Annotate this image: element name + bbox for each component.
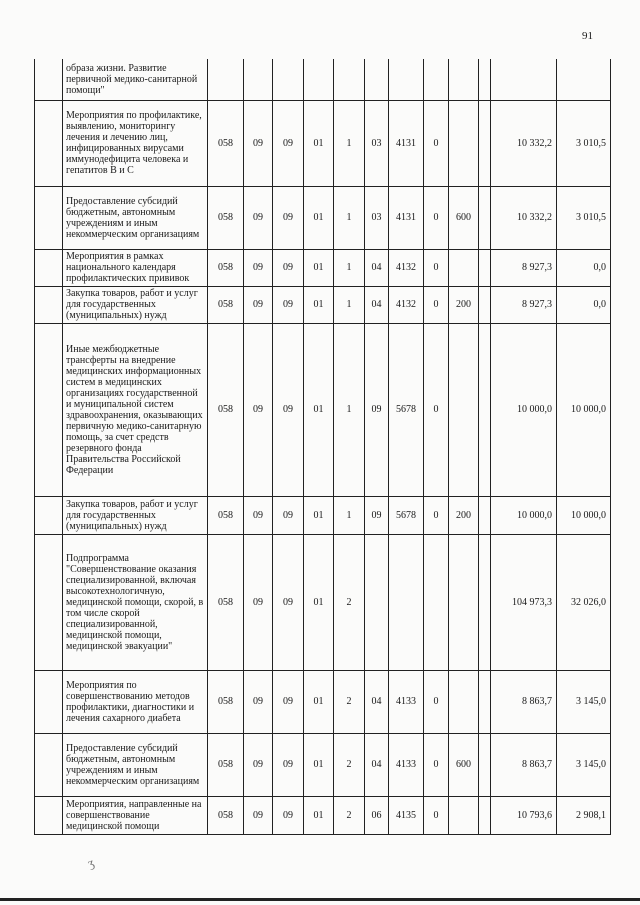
ministry-code: 058 xyxy=(208,796,244,834)
direction-code: 5678 xyxy=(389,496,424,534)
subprogram-code: 1 xyxy=(334,323,365,496)
table-row xyxy=(35,249,611,286)
item-name: Мероприятия по совершенствованию методов профилактики, диагностики и лечения сахарного диабета xyxy=(63,670,208,733)
ministry-code: 058 xyxy=(208,186,244,249)
ext-code: 0 xyxy=(424,100,449,186)
direction-code: 4133 xyxy=(389,733,424,796)
event-code: 03 xyxy=(365,186,389,249)
section-code xyxy=(244,59,273,100)
event-code: 06 xyxy=(365,796,389,834)
event-code: 04 xyxy=(365,670,389,733)
extra-code xyxy=(479,286,491,323)
direction-code xyxy=(389,59,424,100)
extra-code xyxy=(479,670,491,733)
subprogram-code xyxy=(334,59,365,100)
direction-code: 4132 xyxy=(389,286,424,323)
subprogram-code: 1 xyxy=(334,286,365,323)
ext-code: 0 xyxy=(424,496,449,534)
amount-year-2: 2 908,1 xyxy=(557,796,611,834)
expense-type-code: 200 xyxy=(449,496,479,534)
section-code: 09 xyxy=(244,534,273,670)
item-name: Предоставление субсидий бюджетным, автономным учреждениям и иным некоммерческим организациям xyxy=(63,733,208,796)
subsection-code: 09 xyxy=(273,670,304,733)
program-code: 01 xyxy=(304,670,334,733)
ext-code xyxy=(424,59,449,100)
section-code: 09 xyxy=(244,496,273,534)
ext-code: 0 xyxy=(424,796,449,834)
program-code: 01 xyxy=(304,249,334,286)
table-row xyxy=(35,670,611,733)
subsection-code: 09 xyxy=(273,796,304,834)
empty-cell xyxy=(35,496,63,534)
budget-table xyxy=(34,59,611,835)
amount-year-2: 10 000,0 xyxy=(557,496,611,534)
empty-cell xyxy=(35,186,63,249)
program-code: 01 xyxy=(304,534,334,670)
empty-cell xyxy=(35,286,63,323)
expense-type-code: 200 xyxy=(449,286,479,323)
extra-code xyxy=(479,534,491,670)
program-code: 01 xyxy=(304,286,334,323)
empty-cell xyxy=(35,670,63,733)
item-name: Подпрограмма "Совершенствование оказания специализированной, включая высокотехнологичную, медицинской помощи, скорой, в том числе скорой специализированной, медицинской помощи, медицинской эвакуации" xyxy=(63,534,208,670)
subprogram-code: 1 xyxy=(334,249,365,286)
empty-cell xyxy=(35,323,63,496)
event-code: 09 xyxy=(365,496,389,534)
amount-year-1: 8 927,3 xyxy=(491,249,557,286)
event-code: 09 xyxy=(365,323,389,496)
extra-code xyxy=(479,186,491,249)
subprogram-code: 2 xyxy=(334,670,365,733)
empty-cell xyxy=(35,100,63,186)
section-code: 09 xyxy=(244,670,273,733)
item-name: Мероприятия, направленные на совершенствование медицинской помощи xyxy=(63,796,208,834)
amount-year-1: 10 793,6 xyxy=(491,796,557,834)
amount-year-1: 8 927,3 xyxy=(491,286,557,323)
ext-code: 0 xyxy=(424,186,449,249)
item-name: Иные межбюджетные трансферты на внедрение медицинских информационных систем в медицинских организациях государственной и муниципальной систем здравоохранения, оказывающих первичную медико-санитарную помощь, за счет средств резервного фонда Правительства Российской Федерации xyxy=(63,323,208,496)
ministry-code: 058 xyxy=(208,100,244,186)
subsection-code: 09 xyxy=(273,733,304,796)
empty-cell xyxy=(35,59,63,100)
amount-year-1: 10 332,2 xyxy=(491,100,557,186)
event-code xyxy=(365,59,389,100)
program-code xyxy=(304,59,334,100)
program-code: 01 xyxy=(304,496,334,534)
extra-code xyxy=(479,733,491,796)
ministry-code: 058 xyxy=(208,323,244,496)
ministry-code: 058 xyxy=(208,286,244,323)
event-code: 04 xyxy=(365,733,389,796)
table-row xyxy=(35,796,611,834)
ext-code: 0 xyxy=(424,249,449,286)
amount-year-2: 10 000,0 xyxy=(557,323,611,496)
item-name: Мероприятия в рамках национального календаря профилактических прививок xyxy=(63,249,208,286)
table-row xyxy=(35,323,611,496)
bottom-edge-line xyxy=(0,898,640,901)
program-code: 01 xyxy=(304,733,334,796)
amount-year-1: 8 863,7 xyxy=(491,733,557,796)
event-code xyxy=(365,534,389,670)
subprogram-code: 2 xyxy=(334,534,365,670)
section-code: 09 xyxy=(244,286,273,323)
ext-code: 0 xyxy=(424,286,449,323)
amount-year-1: 10 332,2 xyxy=(491,186,557,249)
table-row xyxy=(35,186,611,249)
event-code: 04 xyxy=(365,249,389,286)
expense-type-code xyxy=(449,100,479,186)
amount-year-1: 8 863,7 xyxy=(491,670,557,733)
subprogram-code: 1 xyxy=(334,496,365,534)
section-code: 09 xyxy=(244,186,273,249)
direction-code: 4133 xyxy=(389,670,424,733)
item-name: Предоставление субсидий бюджетным, автономным учреждениям и иным некоммерческим организациям xyxy=(63,186,208,249)
table-row xyxy=(35,534,611,670)
extra-code xyxy=(479,100,491,186)
table-row xyxy=(35,496,611,534)
direction-code: 4131 xyxy=(389,186,424,249)
ext-code: 0 xyxy=(424,733,449,796)
subsection-code: 09 xyxy=(273,534,304,670)
program-code: 01 xyxy=(304,796,334,834)
table-row xyxy=(35,59,611,100)
empty-cell xyxy=(35,534,63,670)
direction-code: 4131 xyxy=(389,100,424,186)
direction-code: 4135 xyxy=(389,796,424,834)
expense-type-code: 600 xyxy=(449,733,479,796)
amount-year-1: 104 973,3 xyxy=(491,534,557,670)
program-code: 01 xyxy=(304,100,334,186)
expense-type-code xyxy=(449,249,479,286)
event-code: 04 xyxy=(365,286,389,323)
item-name: образа жизни. Развитие первичной медико-санитарной помощи" xyxy=(63,59,208,100)
direction-code: 4132 xyxy=(389,249,424,286)
empty-cell xyxy=(35,733,63,796)
expense-type-code xyxy=(449,670,479,733)
table-row xyxy=(35,733,611,796)
subsection-code: 09 xyxy=(273,286,304,323)
ext-code: 0 xyxy=(424,670,449,733)
ministry-code: 058 xyxy=(208,249,244,286)
empty-cell xyxy=(35,796,63,834)
amount-year-2 xyxy=(557,59,611,100)
amount-year-1: 10 000,0 xyxy=(491,496,557,534)
amount-year-2: 3 145,0 xyxy=(557,670,611,733)
subprogram-code: 2 xyxy=(334,796,365,834)
program-code: 01 xyxy=(304,186,334,249)
ministry-code xyxy=(208,59,244,100)
item-name: Закупка товаров, работ и услуг для государственных (муниципальных) нужд xyxy=(63,496,208,534)
section-code: 09 xyxy=(244,249,273,286)
extra-code xyxy=(479,59,491,100)
ext-code xyxy=(424,534,449,670)
subsection-code xyxy=(273,59,304,100)
extra-code xyxy=(479,323,491,496)
amount-year-2: 3 010,5 xyxy=(557,186,611,249)
expense-type-code xyxy=(449,59,479,100)
extra-code xyxy=(479,496,491,534)
pen-mark: ʒ xyxy=(85,854,97,871)
ministry-code: 058 xyxy=(208,534,244,670)
subsection-code: 09 xyxy=(273,100,304,186)
amount-year-2: 3 145,0 xyxy=(557,733,611,796)
amount-year-2: 0,0 xyxy=(557,249,611,286)
table-row xyxy=(35,286,611,323)
extra-code xyxy=(479,249,491,286)
subsection-code: 09 xyxy=(273,249,304,286)
ext-code: 0 xyxy=(424,323,449,496)
amount-year-2: 0,0 xyxy=(557,286,611,323)
program-code: 01 xyxy=(304,323,334,496)
subsection-code: 09 xyxy=(273,496,304,534)
expense-type-code xyxy=(449,323,479,496)
subprogram-code: 1 xyxy=(334,100,365,186)
ministry-code: 058 xyxy=(208,733,244,796)
amount-year-2: 3 010,5 xyxy=(557,100,611,186)
subsection-code: 09 xyxy=(273,186,304,249)
page-number: 91 xyxy=(582,30,593,42)
amount-year-1 xyxy=(491,59,557,100)
expense-type-code xyxy=(449,534,479,670)
subsection-code: 09 xyxy=(273,323,304,496)
subprogram-code: 1 xyxy=(334,186,365,249)
section-code: 09 xyxy=(244,100,273,186)
amount-year-2: 32 026,0 xyxy=(557,534,611,670)
amount-year-1: 10 000,0 xyxy=(491,323,557,496)
item-name: Закупка товаров, работ и услуг для государственных (муниципальных) нужд xyxy=(63,286,208,323)
extra-code xyxy=(479,796,491,834)
ministry-code: 058 xyxy=(208,496,244,534)
expense-type-code: 600 xyxy=(449,186,479,249)
table-row xyxy=(35,100,611,186)
event-code: 03 xyxy=(365,100,389,186)
empty-cell xyxy=(35,249,63,286)
ministry-code: 058 xyxy=(208,670,244,733)
section-code: 09 xyxy=(244,733,273,796)
expense-type-code xyxy=(449,796,479,834)
direction-code xyxy=(389,534,424,670)
section-code: 09 xyxy=(244,796,273,834)
section-code: 09 xyxy=(244,323,273,496)
item-name: Мероприятия по профилактике, выявлению, мониторингу лечения и лечению лиц, инфицированных вирусами иммунодефицита человека и гепатитов В и С xyxy=(63,100,208,186)
direction-code: 5678 xyxy=(389,323,424,496)
subprogram-code: 2 xyxy=(334,733,365,796)
